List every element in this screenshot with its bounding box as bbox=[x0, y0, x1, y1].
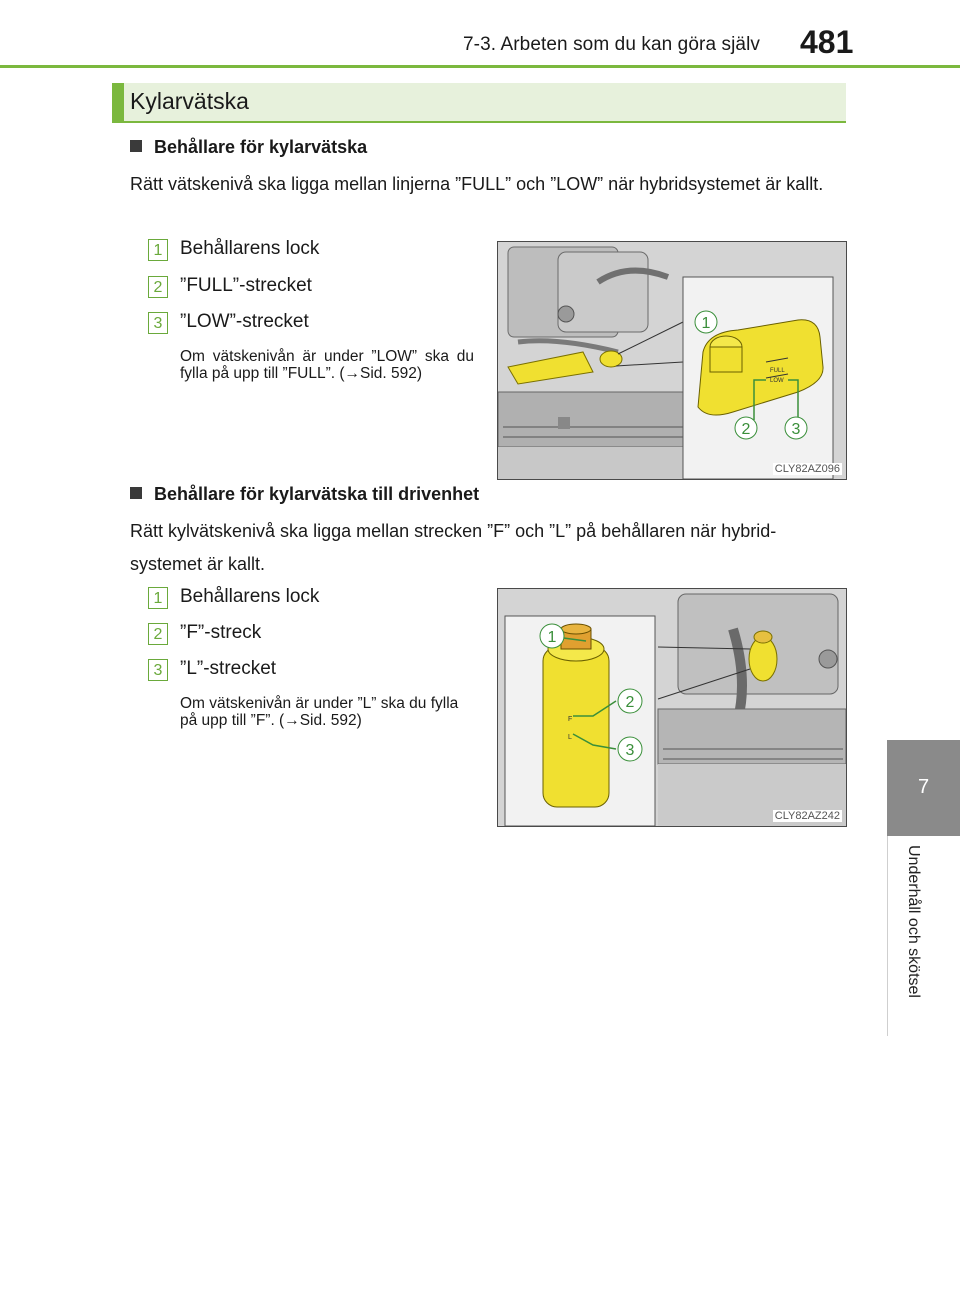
figure-drive-unit-reservoir bbox=[497, 588, 847, 827]
header-rule bbox=[0, 65, 960, 68]
block1-body: Rätt vätskenivå ska ligga mellan linjerna ”FULL” och ”LOW” när hybridsystemet är kallt. bbox=[130, 174, 824, 194]
block2-note: Om vätskenivån är under ”L” ska du fylla på upp till ”F”. (→Sid. 592) bbox=[180, 695, 459, 729]
figure1-callout-1: 1 bbox=[701, 315, 711, 332]
callout-badge-1: 1 bbox=[148, 587, 168, 609]
callout-badge-2: 2 bbox=[148, 276, 168, 298]
block2-item-2: ”F”-streck bbox=[180, 622, 262, 643]
tank-mark-l: L bbox=[568, 734, 572, 741]
callout-badge-3: 3 bbox=[148, 659, 168, 681]
figure2-callout-2: 2 bbox=[625, 694, 635, 711]
tank-mark-low: LOW bbox=[770, 378, 784, 384]
figure2-code: CLY82AZ242 bbox=[774, 810, 840, 822]
figure2-callout-1: 1 bbox=[547, 629, 557, 646]
section-title-accent bbox=[112, 83, 124, 121]
block2-item-1: Behållarens lock bbox=[180, 586, 320, 607]
callout-badge-1: 1 bbox=[148, 239, 168, 261]
engine-bay-illustration bbox=[498, 589, 846, 826]
bullet-square-icon bbox=[130, 487, 142, 499]
block1-item-3: ”LOW”-strecket bbox=[180, 311, 309, 332]
figure-coolant-reservoir bbox=[497, 241, 847, 480]
block1-item-2: ”FULL”-strecket bbox=[180, 275, 312, 296]
section-title: Kylarvätska bbox=[130, 88, 249, 114]
chapter-label bbox=[898, 845, 922, 1045]
block2-body: Rätt kylvätskenivå ska ligga mellan strecken ”F” och ”L” på behållaren när hybrid-systemet är kallt. bbox=[130, 521, 777, 574]
bullet-square-icon bbox=[130, 140, 142, 152]
chapter-label-text: Underhåll och skötsel bbox=[905, 845, 922, 998]
section-title-underline bbox=[112, 121, 846, 123]
callout-badge-3: 3 bbox=[148, 312, 168, 334]
block2-heading-text: Behållare för kylarvätska till drivenhet bbox=[154, 484, 480, 504]
figure1-callout-2: 2 bbox=[741, 421, 751, 438]
engine-bay-illustration bbox=[498, 242, 846, 479]
page-number: 481 bbox=[800, 24, 854, 60]
figure1-callout-3: 3 bbox=[791, 421, 801, 438]
block1-heading bbox=[130, 137, 367, 158]
tank-mark-f: F bbox=[568, 716, 573, 723]
block1-note: Om vätskenivån är under ”LOW” ska du fylla på upp till ”FULL”. (→Sid. 592) bbox=[180, 348, 474, 382]
running-header-title: 7-3. Arbeten som du kan göra själv bbox=[462, 34, 760, 55]
chapter-number: 7 bbox=[917, 776, 930, 798]
block2-heading bbox=[130, 484, 479, 505]
block1-heading-text: Behållare för kylarvätska bbox=[154, 137, 368, 157]
figure2-callout-3: 3 bbox=[625, 742, 635, 759]
figure1-code: CLY82AZ096 bbox=[774, 463, 840, 475]
block1-item-1: Behållarens lock bbox=[180, 238, 320, 259]
block2-item-3: ”L”-strecket bbox=[180, 658, 277, 679]
tank-mark-full: FULL bbox=[770, 368, 785, 374]
callout-badge-2: 2 bbox=[148, 623, 168, 645]
